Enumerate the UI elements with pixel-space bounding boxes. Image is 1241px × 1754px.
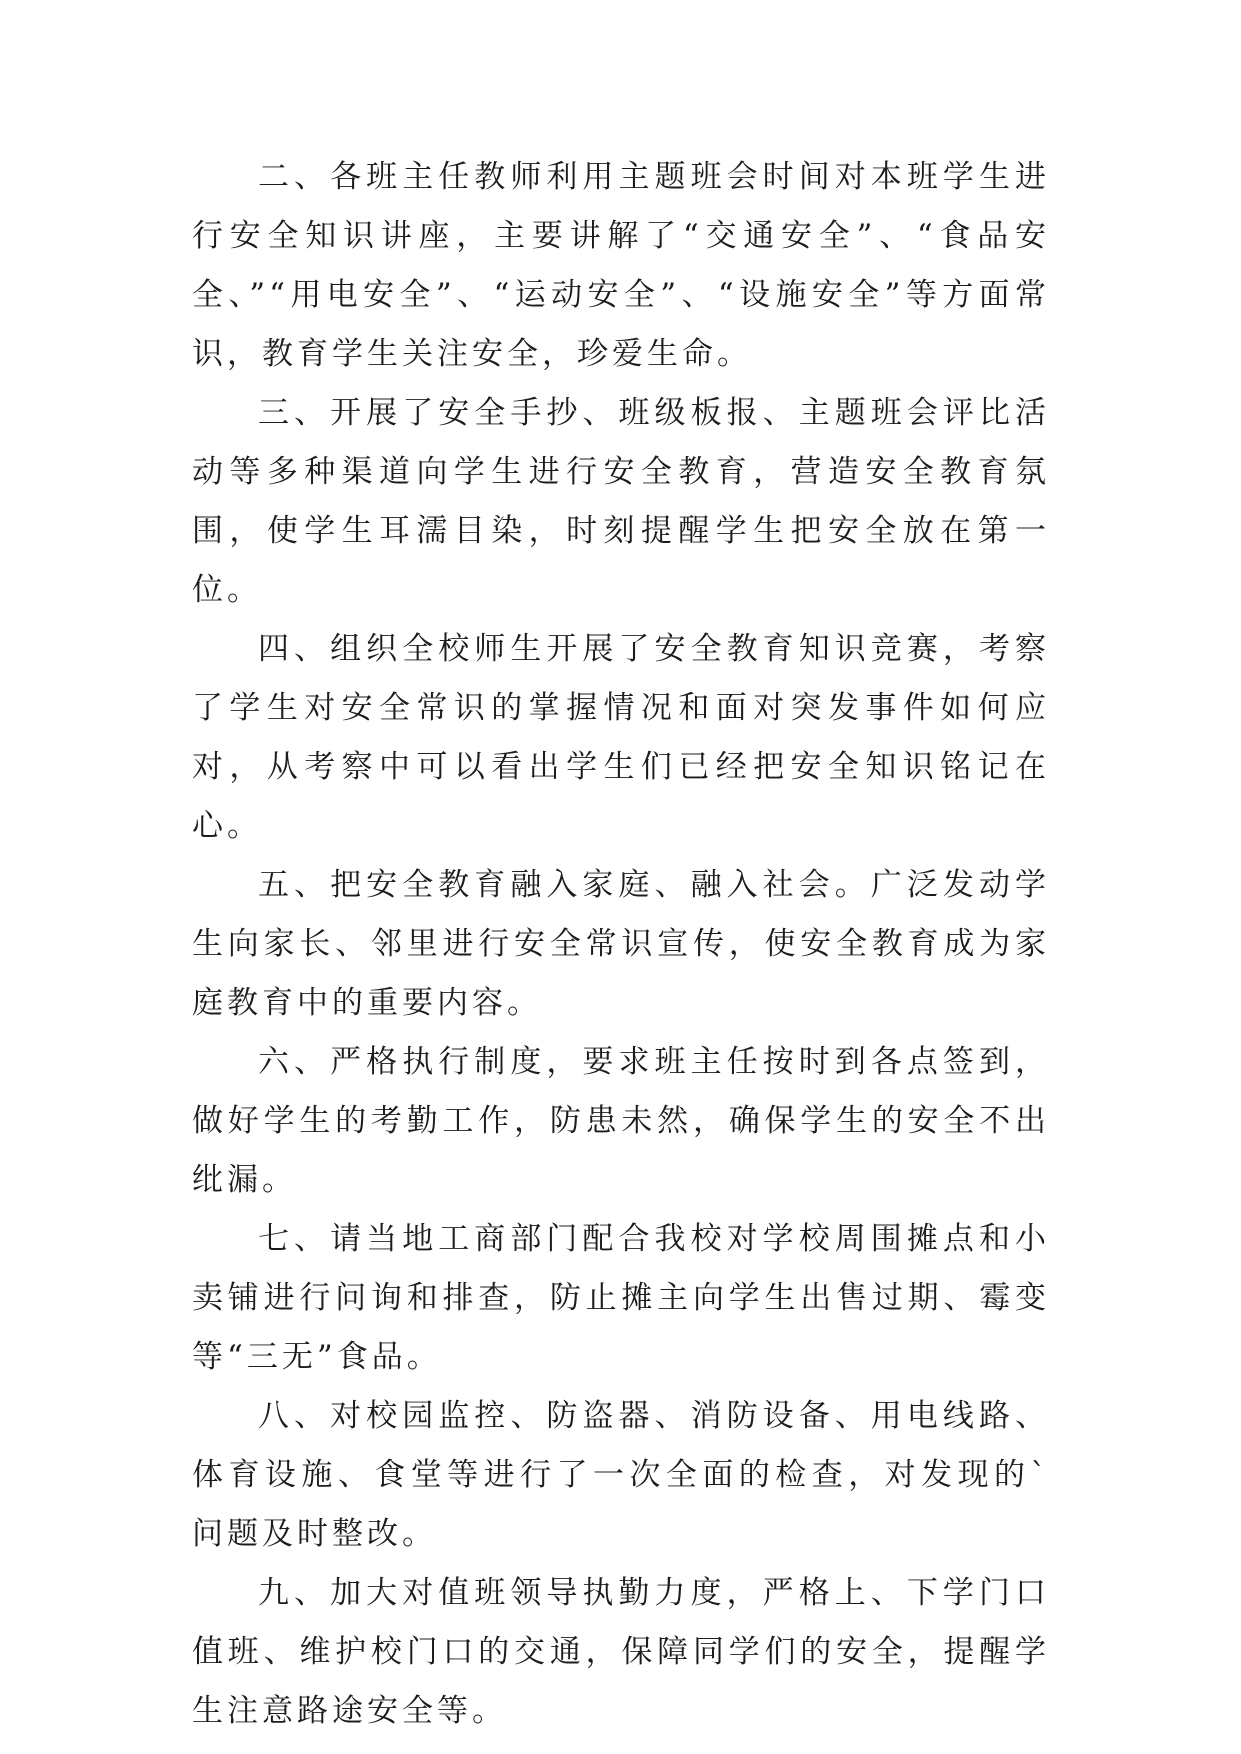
paragraph-5: 五、把安全教育融入家庭、融入社会。广泛发动学生向家长、邻里进行安全常识宣传，使安全教育成为家庭教育中的重要内容。 [192,867,1050,1021]
paragraph-9: 九、加大对值班领导执勤力度，严格上、下学门口值班、维护校门口的交通，保障同学们的安全，提醒学生注意路途安全等。 [192,1575,1050,1729]
document-body [192,148,1050,1741]
paragraph-3: 三、开展了安全手抄、班级板报、主题班会评比活动等多种渠道向学生进行安全教育，营造安全教育氛围，使学生耳濡目染，时刻提醒学生把安全放在第一位。 [192,395,1050,608]
paragraph-8: 八、对校园监控、防盗器、消防设备、用电线路、体育设施、食堂等进行了一次全面的检查，对发现的`问题及时整改。 [192,1398,1050,1552]
paragraph-7: 七、请当地工商部门配合我校对学校周围摊点和小卖铺进行问询和排查，防止摊主向学生出售过期、霉变等“三无”食品。 [192,1221,1050,1375]
paragraph-6: 六、严格执行制度，要求班主任按时到各点签到，做好学生的考勤工作，防患未然，确保学生的安全不出纰漏。 [192,1044,1050,1198]
paragraph-4: 四、组织全校师生开展了安全教育知识竞赛，考察了学生对安全常识的掌握情况和面对突发事件如何应对，从考察中可以看出学生们已经把安全知识铭记在心。 [192,631,1050,844]
paragraph-2: 二、各班主任教师利用主题班会时间对本班学生进行安全知识讲座，主要讲解了“交通安全”、“食品安全、”“用电安全”、“运动安全”、“设施安全”等方面常识，教育学生关注安全，珍爱生命。 [192,159,1050,372]
